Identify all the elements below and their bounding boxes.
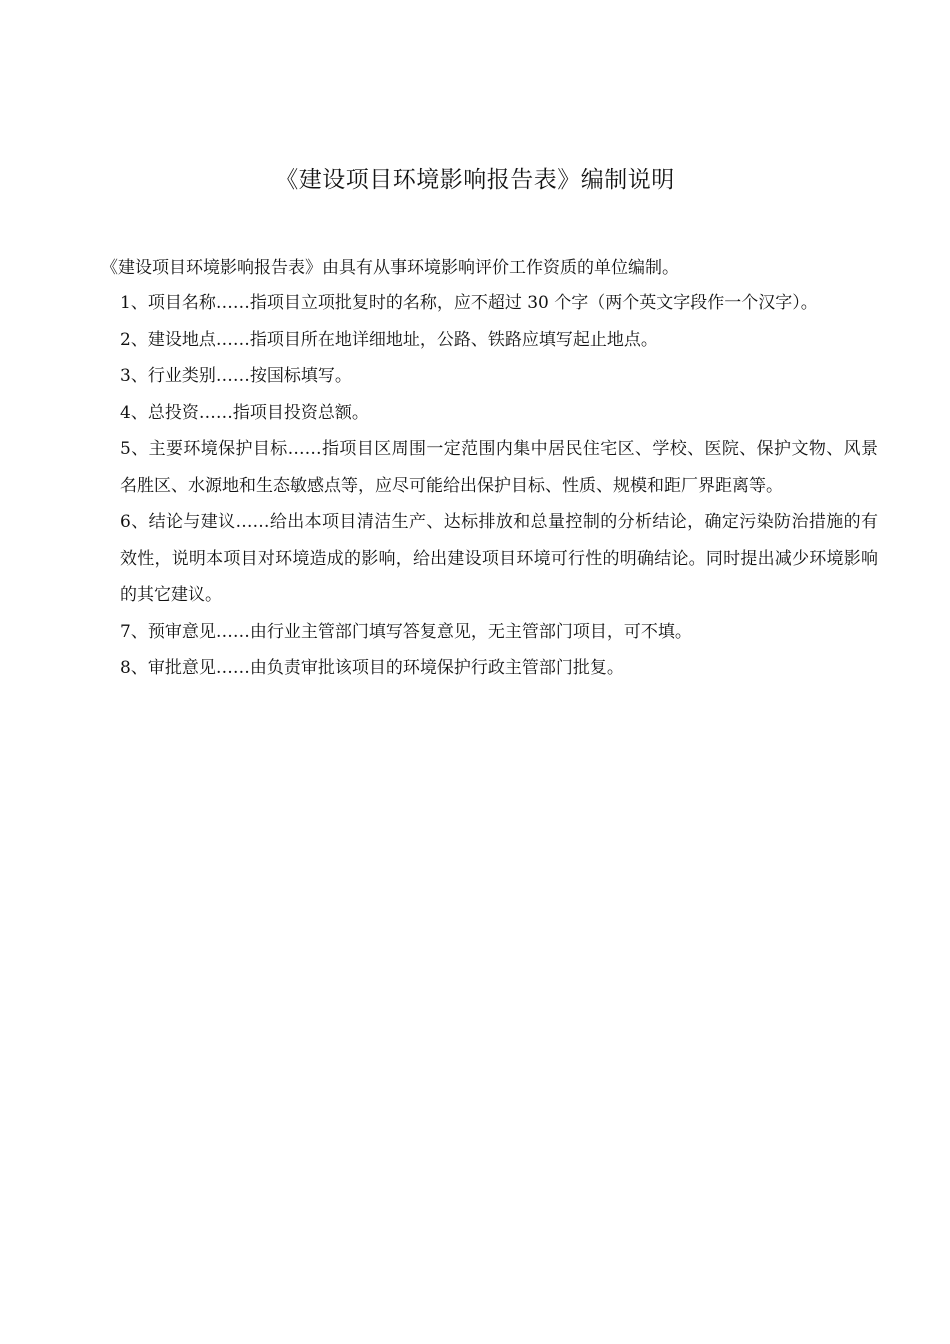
document-title: 《建设项目环境影响报告表》编制说明 — [275, 167, 675, 193]
instruction-item-conclusion: 6、结论与建议……给出本项目清洁生产、达标排放和总量控制的分析结论，确定污染防治措施的有效性，说明本项目对环境造成的影响，给出建设项目环境可行性的明确结论。同时提出减少环境影响的其它建议。 — [120, 512, 878, 605]
instruction-item-investment: 4、总投资……指项目投资总额。 — [120, 402, 369, 423]
instruction-item-preliminary-review: 7、预审意见……由行业主管部门填写答复意见，无主管部门项目，可不填。 — [120, 621, 692, 642]
instruction-list — [120, 285, 878, 687]
instruction-item-approval: 8、审批意见……由负责审批该项目的环境保护行政主管部门批复。 — [120, 658, 624, 678]
document-intro: 《建设项目环境影响报告表》由具有从事环境影响评价工作资质的单位编制。 — [101, 258, 679, 278]
instruction-item-location: 2、建设地点……指项目所在地详细地址，公路、铁路应填写起止地点。 — [120, 329, 658, 350]
instruction-item-project-name: 1、项目名称……指项目立项批复时的名称，应不超过 30 个字（两个英文字段作一个汉字）。 — [120, 293, 818, 313]
instruction-item-protection-targets: 5、主要环境保护目标……指项目区周围一定范围内集中居民住宅区、学校、医院、保护文物、风景名胜区、水源地和生态敏感点等，应尽可能给出保护目标、性质、规模和距厂界距离等。 — [120, 439, 878, 496]
instruction-item-industry: 3、行业类别……按国标填写。 — [120, 366, 352, 386]
